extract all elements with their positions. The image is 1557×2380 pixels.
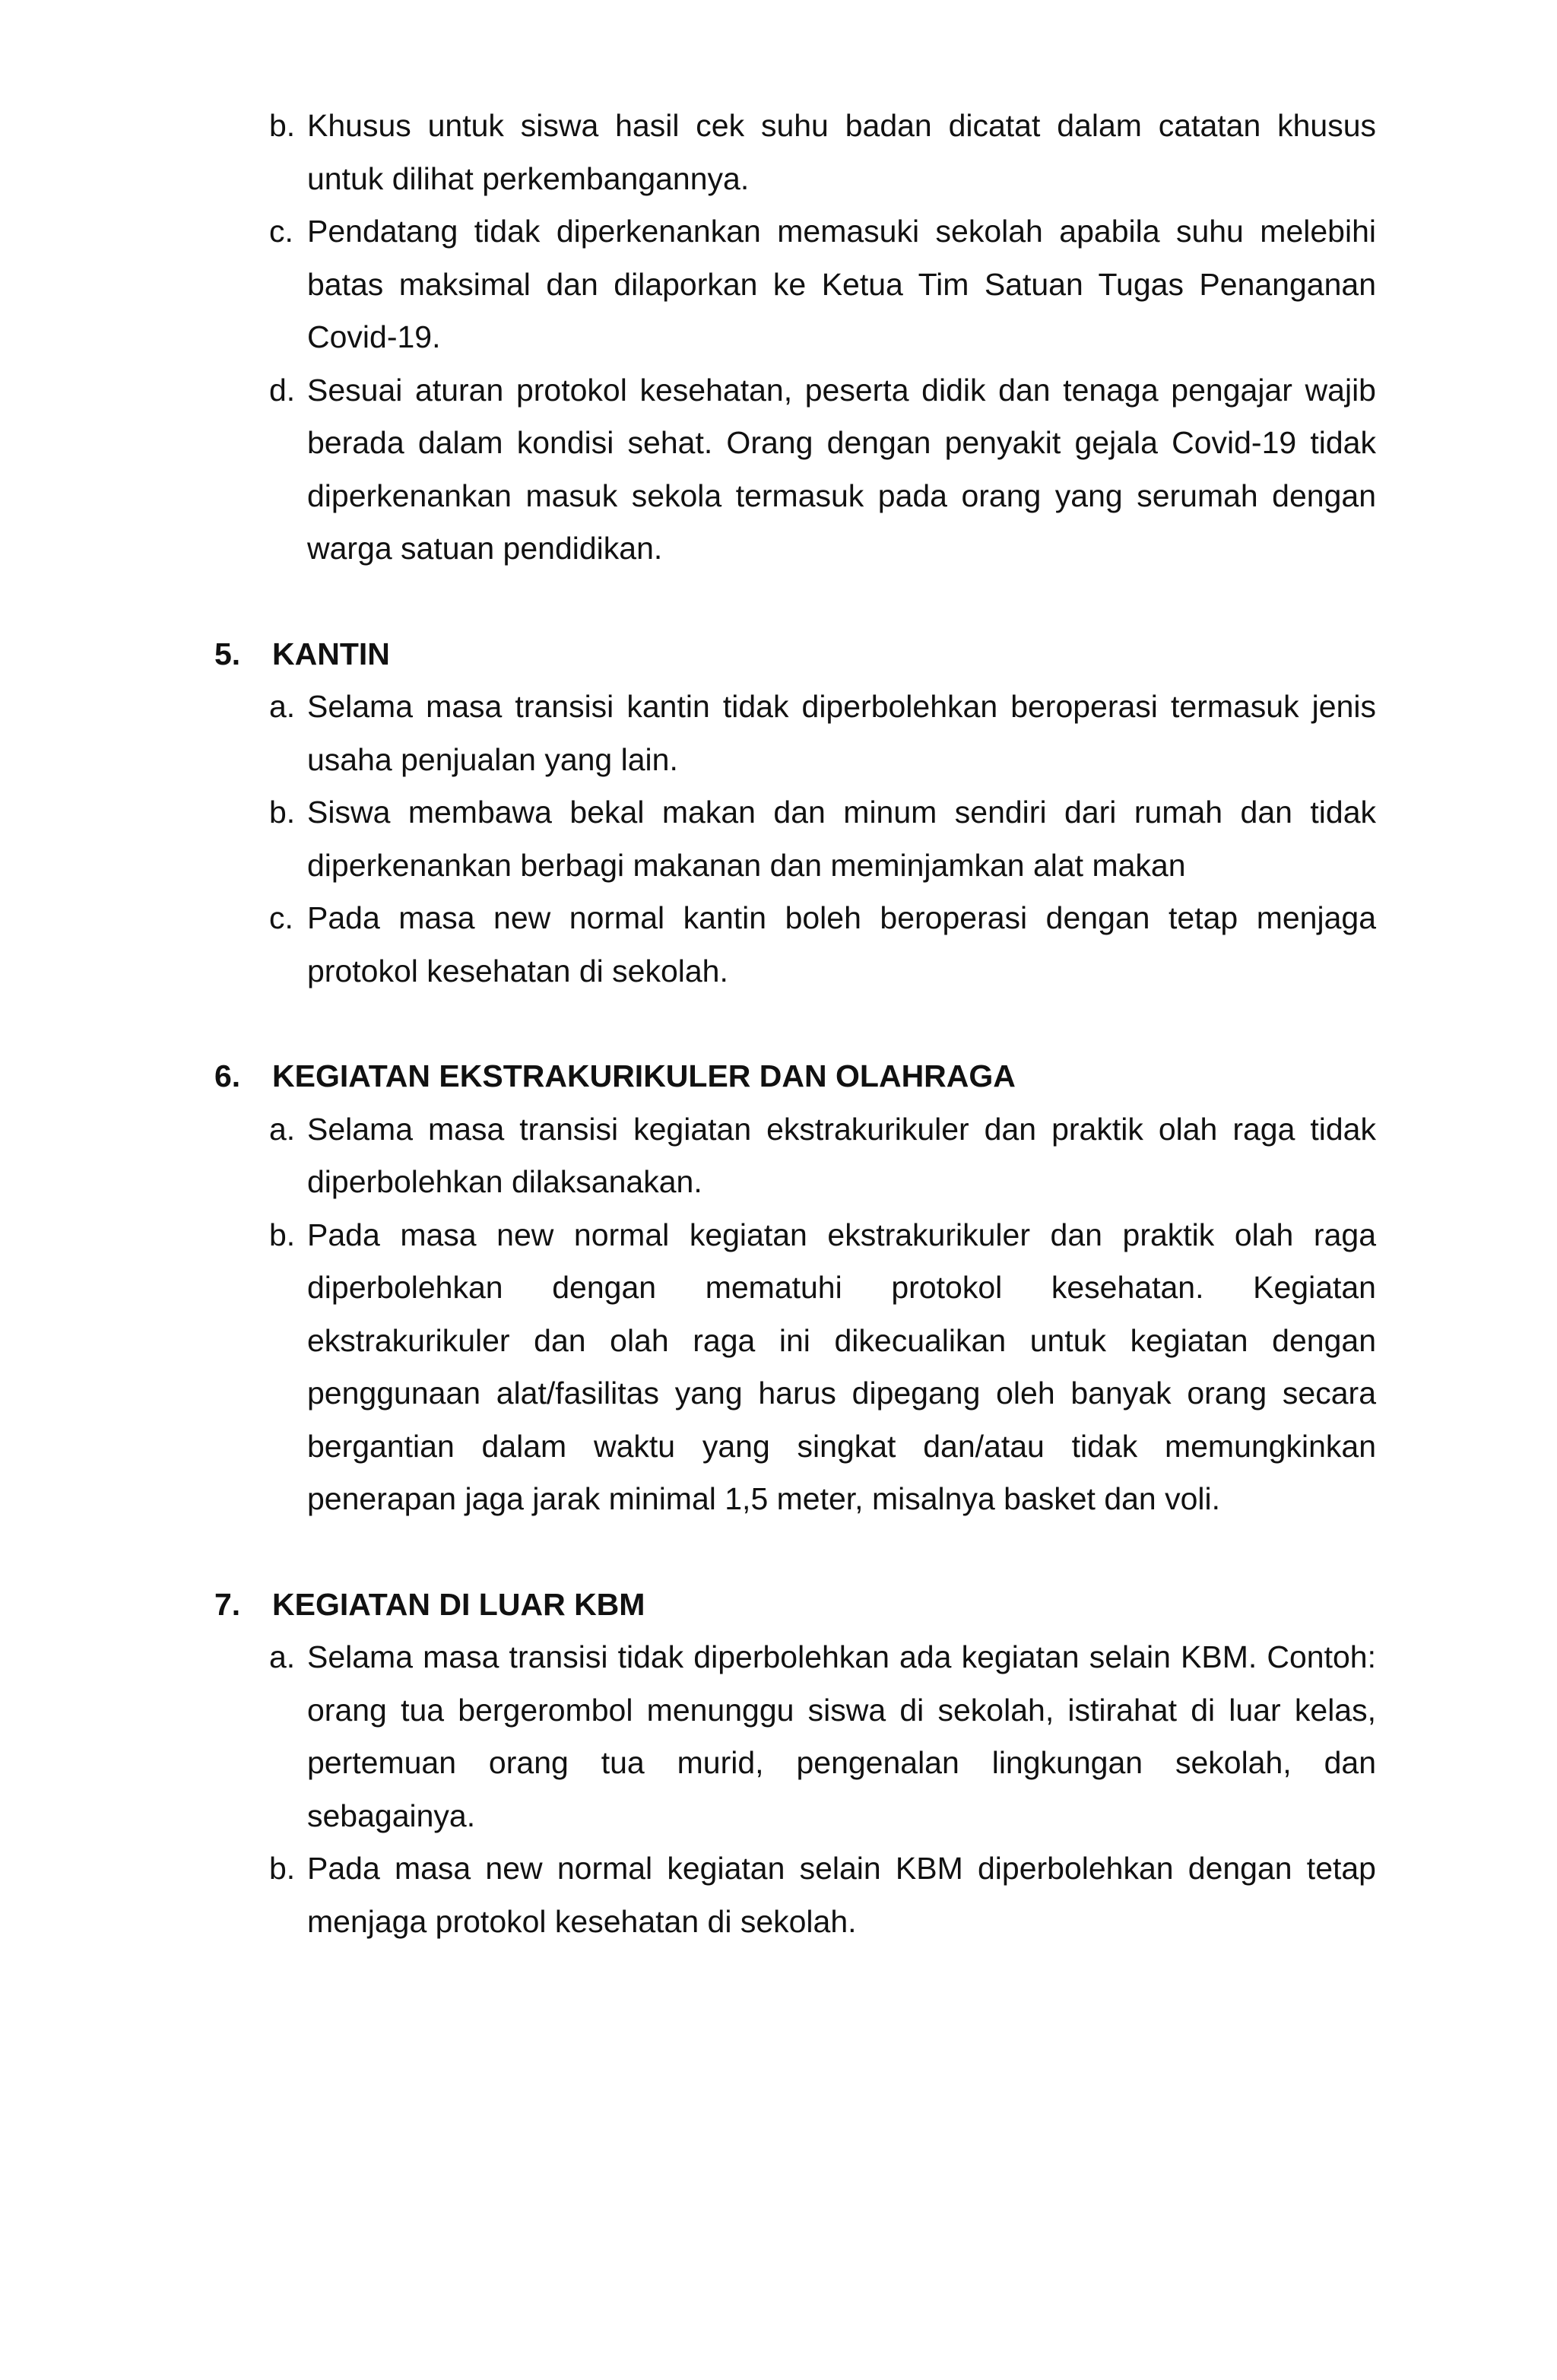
section-luar-kbm xyxy=(214,1579,1376,1949)
section-number: 6. xyxy=(214,1058,241,1093)
list-marker: d. xyxy=(269,372,296,408)
list-item xyxy=(214,1103,1376,1209)
list-item xyxy=(214,1631,1376,1842)
list-marker: a. xyxy=(269,689,296,724)
list-marker: a. xyxy=(269,1639,296,1674)
list-item-text: Sesuai aturan protokol kesehatan, peserta didik dan tenaga pengajar wajib berada dalam kondisi sehat. Orang dengan penyakit gejala Covid-19 tidak diperkenankan masuk sekola termasuk pada orang yang serumah dengan warga satuan pendidikan. xyxy=(307,372,1376,566)
section-kantin xyxy=(214,628,1376,998)
list-marker: a. xyxy=(269,1111,296,1147)
section-number: 7. xyxy=(214,1586,241,1622)
list-item-intro-b xyxy=(214,100,1376,205)
list-item-text: Selama masa transisi tidak diperbolehkan ada kegiatan selain KBM. Contoh: orang tua bergerombol menunggu siswa di sekolah, istirahat di luar kelas, pertemuan orang tua murid, pengenalan lingkungan sekolah, dan sebagainya. xyxy=(307,1639,1376,1833)
list-item-text: Selama masa transisi kegiatan ekstrakurikuler dan praktik olah raga tidak diperbolehkan dilaksanakan. xyxy=(307,1111,1376,1199)
section-heading xyxy=(214,1050,1376,1103)
list-item xyxy=(214,892,1376,998)
list-marker: c. xyxy=(269,214,293,249)
list-item xyxy=(214,681,1376,786)
list-marker: b. xyxy=(269,1217,296,1252)
list-item-text: Selama masa transisi kantin tidak diperbolehkan beroperasi termasuk jenis usaha penjualan yang lain. xyxy=(307,689,1376,777)
list-item xyxy=(214,1209,1376,1526)
section-number: 5. xyxy=(214,636,241,671)
list-item-text: Khusus untuk siswa hasil cek suhu badan dicatat dalam catatan khusus untuk dilihat perkembangannya. xyxy=(307,108,1376,196)
list-item-text: Siswa membawa bekal makan dan minum sendiri dari rumah dan tidak diperkenankan berbagi makanan dan meminjamkan alat makan xyxy=(307,795,1376,883)
list-marker: b. xyxy=(269,1851,296,1886)
list-item-text: Pada masa new normal kantin boleh beroperasi dengan tetap menjaga protokol kesehatan di sekolah. xyxy=(307,900,1376,988)
section-ekstrakurikuler xyxy=(214,1050,1376,1526)
list-item xyxy=(214,786,1376,892)
list-item-text: Pendatang tidak diperkenankan memasuki sekolah apabila suhu melebihi batas maksimal dan dilaporkan ke Ketua Tim Satuan Tugas Penanganan Covid-19. xyxy=(307,214,1376,354)
list-marker: b. xyxy=(269,795,296,830)
section-heading xyxy=(214,1579,1376,1632)
document-content xyxy=(214,100,1376,1948)
list-marker: c. xyxy=(269,900,293,935)
list-item-intro-d xyxy=(214,364,1376,576)
list-item-text: Pada masa new normal kegiatan selain KBM diperbolehkan dengan tetap menjaga protokol kesehatan di sekolah. xyxy=(307,1851,1376,1939)
list-item-text: Pada masa new normal kegiatan ekstrakurikuler dan praktik olah raga diperbolehkan dengan mematuhi protokol kesehatan. Kegiatan ekstrakurikuler dan olah raga ini dikecualikan untuk kegiatan dengan penggunaan alat/fasilitas yang harus dipegang oleh banyak orang secara bergantian dalam waktu yang singkat dan/atau tidak memungkinkan penerapan jaga jarak minimal 1,5 meter, misalnya basket dan voli. xyxy=(307,1217,1376,1516)
list-item xyxy=(214,1842,1376,1948)
list-item-intro-c xyxy=(214,205,1376,364)
section-title: KANTIN xyxy=(272,636,390,671)
list-marker: b. xyxy=(269,108,296,143)
section-heading xyxy=(214,628,1376,681)
section-title: KEGIATAN EKSTRAKURIKULER DAN OLAHRAGA xyxy=(272,1058,1016,1093)
section-title: KEGIATAN DI LUAR KBM xyxy=(272,1586,645,1622)
